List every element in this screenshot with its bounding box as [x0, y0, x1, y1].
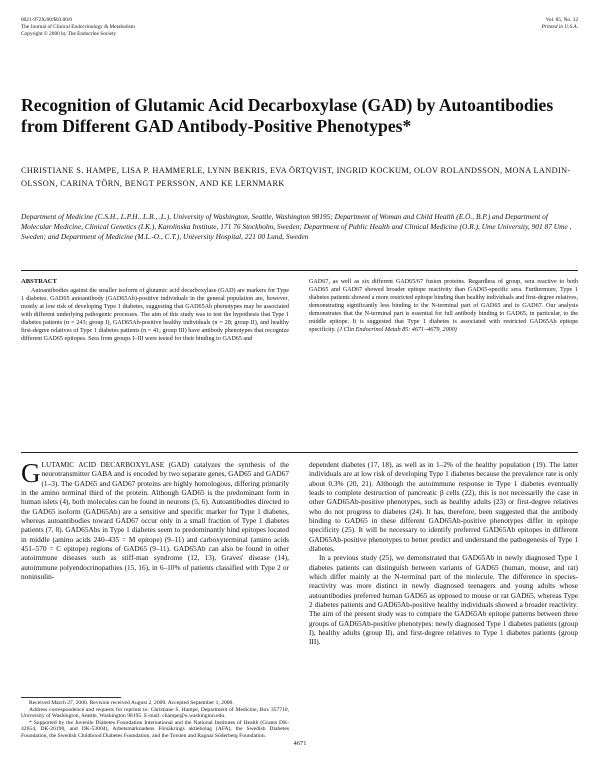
page-number: 4671: [293, 740, 307, 747]
author-list: CHRISTIANE S. HAMPE, LISA P. HAMMERLE, LYNN BEKRIS, EVA ÖRTQVIST, INGRID KOCKUM, OLOV ROLANDSSON, MONA LANDIN-OLSSON, CARINA TÖRN, BENGT PERSSON, AND KE LERNMARK: [21, 166, 571, 188]
drop-cap: G: [21, 458, 41, 488]
journal-header: [21, 17, 135, 37]
header-line: 0021-972X/00/$03.00/0: [21, 17, 73, 23]
body-right-column: [309, 460, 578, 647]
abstract-top-rule: [21, 270, 578, 271]
footnote-correspondence: Address correspondence and requests for reprints to: Christiane S. Hampe, Department of Medicine, Box 357710, University of Washington, Seattle, Washington 98195. E-mail: champe@u.washington.edu.: [21, 706, 289, 720]
footnote-received: Received March 27, 2000. Revision received August 2, 2000. Accepted September 1, 2000.: [29, 700, 234, 706]
body-paragraph: dependent diabetes (17, 18), as well as in 1–2% of the healthy population (19). The latter individuals are at low risk of developing Type 1 diabetes because the prevalence rate is only about 0.3% (20, 21). Although the autoimmune response in Type 1 diabetes eventually leads to complete destruction of pancreatic β cells (22), this is not necessarily the case in other GAD65Ab-positive phenotypes, such as healthy adults (23) or first-degree relatives who do not progress to diabetes (24). It has, therefore, been suggested that the antibody binding to GAD65 in these different GAD65Ab-positive phenotypes differ in epitope specificity (25). It will be necessary to identify preferred GAD65Ab epitopes in different GAD65Ab-positive phenotypes to better predict and understand the pathogenesis of Type 1 diabetes.: [309, 460, 578, 553]
abstract-left-column: [21, 278, 289, 343]
body-paragraph: [21, 460, 289, 581]
abstract-citation: (J Clin Endocrinol Metab 85: 4671–4679, 2000): [337, 327, 457, 334]
body-text: LUTAMIC ACID DECARBOXYLASE (GAD) catalyzes the synthesis of the neurotransmitter GABA and is encoded by two separate genes, GAD65 and GAD67 (1–3). The GAD65 and GAD67 proteins are highly homologous, differing primarily in the amino terminal third of the protein. Although GAD65 is the predominant form in human islets (4), both molecules can be found in neurons (5, 6). Autoantibodies directed to the GAD65 isoform (GAD65Ab) are a sensitive and specific marker for Type 1 diabetes, whereas autoantibodies toward GAD67 occur only in a small fraction of Type 1 diabetes patients (7, 8). GAD65Abs in Type 1 diabetes seem to predominantly bind epitopes located in middle (amino acids 240–435 = M epitope) (9–11) and carboxyterminal (amino acids 451–570 = C epitope) regions of GAD65 (9–11). GAD65Ab can also be found in other autoimmune diseases such as stiff-man syndrome (12, 13), Graves' disease (14), autoimmune polyendocrinopathies (15, 16), in 6–10% of patients classified with Type 2 or noninsulin-: [21, 460, 289, 581]
abstract-text: GAD67, as well as six different GAD65/67 fusion proteins. Regardless of group, sera reactive to both GAD65 and GAD67 showed broader epitope reactivity than GAD65-specific sera. Furthermore, Type 1 diabetes patients showed a more restricted epitope binding than healthy individuals and first-degree relatives, demonstrating significantly less binding to the N-terminal part of GAD65 and to GAD67. Our analysis demonstrates that the N-terminal part is essential for full antibody binding to GAD65, in particular, to the middle epitope. It is suggested that Type 1 diabetes is associated with restricted GAD65Ab epitope specificity.: [309, 279, 578, 334]
body-paragraph: In a previous study (25), we demonstrated that GAD65Ab in newly diagnosed Type 1 diabetes patients can distinguish between variants of GAD65 (human, mouse, and rat) which differ mainly at the N-terminal part of the molecule. The difference in species-reactivity was more distinct in newly diagnosed teenagers and young adults whose autoantibodies preferred human GAD65 as opposed to mouse or rat GAD65, whereas Type 2 diabetes patients and GAD65Ab-positive healthy individuals showed a broader reactivity. The aim of the present study was to compare the GAD65Ab epitope patterns between three groups of GAD65Ab-positive phenotypes: newly diagnosed Type 1 diabetes patients (group I), healthy adults (group II), and first-degree relatives to Type 1 diabetes patients (group III).: [309, 553, 578, 647]
abstract-bottom-rule: [21, 452, 578, 453]
volume-header: [542, 17, 578, 31]
abstract-heading: ABSTRACT: [21, 278, 57, 285]
abstract-text: Autoantibodies against the smaller isoform of glutamic acid decarboxylase (GAD) are markers for Type 1 diabetes. GAD65 autoantibody (GAD65Ab)-positive individuals in the general population are, however, mostly at low risk of developing Type 1 diabetes, suggesting that GAD65Ab phenotypes may be associated with different underlying pathogenic processes. The aim of this study was to test the hypothesis that Type 1 diabetes patients (n = 243; group I), GAD65Ab-positive healthy individuals (n = 28; group II), and healthy first-degree relatives of Type 1 diabetes patients (n = 41; group III) have antibody phenotypes that recognize different GAD65 epitopes. Sera from groups I–III were tested for their binding to GAD65 and: [21, 288, 289, 343]
abstract-right-column: [309, 278, 578, 334]
affiliations: Department of Medicine (C.S.H., L.P.H., L.B., .L.), University of Washington, Seattle, Washington 98195; Department of Woman and Child Health (E.Ö., B.P.) and Department of Molecular Medicine, Clinical Genetics (I.K.), Karolinska Institute, 171 76 Stockholm, Sweden; Department of Public Health and Clinical Medicine (O.R.), Ume University, 901 87 Ume , Sweden; and Department of Medicine (M.L.-O., C.T.), University Hospital, 221 00 Lund, Sweden: [21, 212, 572, 242]
volume-line: Vol. 85, No. 12: [545, 17, 578, 23]
article-title: Recognition of Glutamic Acid Decarboxylase (GAD) by Autoantibodies from Different GAD Antibody-Positive Phenotypes*: [21, 95, 554, 136]
body-left-column: [21, 460, 289, 581]
printed-line: Printed in U.S.A.: [541, 23, 578, 30]
footnote-rule: [21, 697, 121, 698]
header-line: Copyright © 2000 by The Endocrine Society: [21, 30, 117, 37]
header-line: The Journal of Clinical Endocrinology & Metabolism: [21, 23, 135, 30]
footnote-support: * Supported by the Juvenile Diabetes Foundation International and the National Institutes of Health (Grants DK-42654, DK-26190, and DK-53004), Arbetsmarknadens Försäkrings aktiebolag (AFA), the Swedish Diabetes Foundation, the Swedish Childhood Diabetes Foundation, and the Torsten and Ragnar Söderberg Foundation.: [21, 719, 289, 739]
abstract-text-cont: [309, 278, 578, 334]
footnotes: [21, 700, 289, 740]
